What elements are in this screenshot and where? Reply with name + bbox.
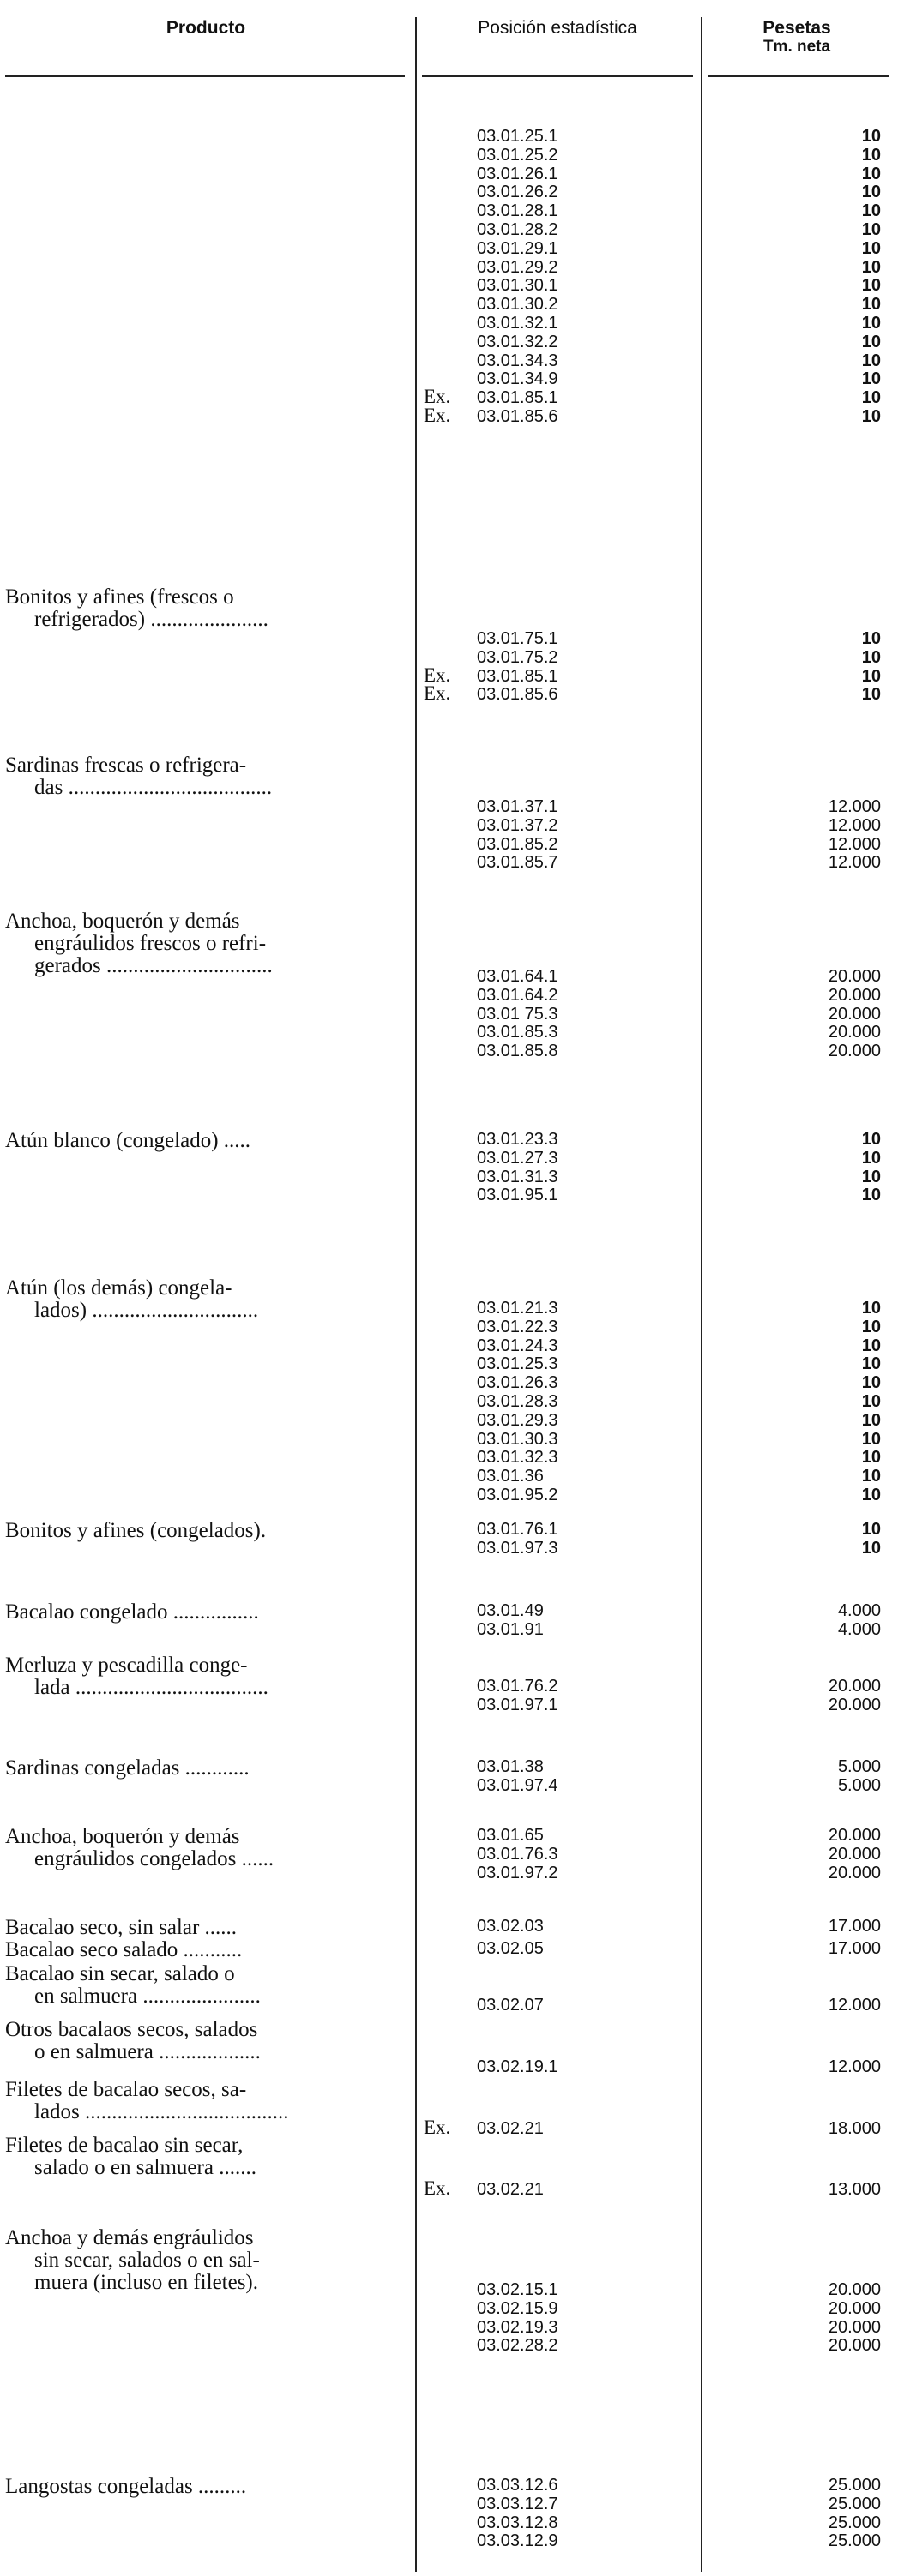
column-divider-right: [701, 17, 702, 2572]
header-rule-right: [708, 75, 889, 77]
statistical-position: 03.01.29.1: [477, 239, 558, 258]
statistical-position: 03.01.97.4: [477, 1776, 558, 1795]
product-label-line: Bonitos y afines (congelados).: [5, 1519, 267, 1542]
statistical-position: 03.01.97.1: [477, 1696, 558, 1714]
product-label: [5, 1963, 408, 2008]
statistical-position: 03.02.19.3: [477, 2318, 558, 2337]
pesetas-value: 10: [861, 1539, 881, 1558]
product-label-line: en salmuera ......................: [34, 1985, 261, 2008]
statistical-position: 03.01.27.3: [477, 1149, 558, 1168]
pesetas-value: 13.000: [828, 2180, 881, 2199]
statistical-position: 03.01.31.3: [477, 1168, 558, 1186]
pesetas-value: 10: [861, 333, 881, 351]
pesetas-value: 10: [861, 648, 881, 667]
pesetas-value: 10: [861, 1411, 881, 1430]
pesetas-value: 10: [861, 1373, 881, 1392]
pesetas-value: 10: [861, 1299, 881, 1318]
pesetas-value: 12.000: [828, 853, 881, 872]
statistical-position: 03.01.28.3: [477, 1392, 558, 1411]
pesetas-value: 20.000: [828, 1864, 881, 1882]
header-posicion: Posición estadística: [478, 18, 637, 38]
product-label-line: Bacalao sin secar, salado o: [5, 1962, 235, 1985]
statistical-position: 03.01.29.3: [477, 1411, 558, 1430]
pesetas-value: 20.000: [828, 967, 881, 986]
pesetas-value: 20.000: [828, 1826, 881, 1845]
product-label: [5, 2019, 408, 2063]
pesetas-value: 20.000: [828, 2336, 881, 2355]
statistical-position: 03.01.85.1: [477, 388, 558, 407]
product-label-line: salado o en salmuera .......: [34, 2156, 256, 2179]
pesetas-value: 10: [861, 629, 881, 648]
statistical-position: 03.02.28.2: [477, 2336, 558, 2355]
header-producto: Producto: [166, 18, 246, 38]
statistical-position: 03.01 75.3: [477, 1005, 558, 1024]
product-label-line: Merluza y pescadilla conge-: [5, 1654, 248, 1677]
statistical-position: 03.01.32.2: [477, 333, 558, 351]
statistical-position: 03.02.07: [477, 1996, 544, 2015]
product-label: [5, 1277, 408, 1322]
product-label-line: Langostas congeladas .........: [5, 2475, 247, 2498]
pesetas-value: 20.000: [828, 1005, 881, 1024]
product-label-line: Atún (los demás) congela-: [5, 1276, 232, 1300]
product-label: [5, 1601, 408, 1624]
pesetas-value: 4.000: [837, 1601, 881, 1620]
pesetas-value: 10: [861, 1467, 881, 1486]
product-label-line: engráulidos frescos o refri-: [34, 932, 267, 955]
statistical-position: 03.01.64.1: [477, 967, 558, 986]
product-label: [5, 2476, 408, 2498]
statistical-position: 03.01.26.2: [477, 183, 558, 201]
statistical-position: 03.01.28.1: [477, 201, 558, 220]
statistical-position: 03.01.64.2: [477, 986, 558, 1005]
pesetas-value: 25.000: [828, 2476, 881, 2495]
pesetas-value: 20.000: [828, 2318, 881, 2337]
product-label-line: Bacalao congelado ................: [5, 1600, 259, 1624]
product-label-line: Anchoa, boquerón y demás: [5, 910, 240, 933]
pesetas-value: 10: [861, 1130, 881, 1149]
ex-marker: Ex.: [424, 664, 451, 686]
pesetas-value: 10: [861, 1430, 881, 1449]
statistical-position: 03.01.85.7: [477, 853, 558, 872]
pesetas-value: 10: [861, 146, 881, 165]
statistical-position: 03.02.21: [477, 2119, 544, 2138]
pesetas-value: 10: [861, 1168, 881, 1186]
header-pesetas: [707, 19, 887, 57]
product-label-line: Filetes de bacalao secos, sa-: [5, 2078, 247, 2101]
statistical-position: 03.01.28.2: [477, 220, 558, 239]
header-rule-left: [5, 75, 405, 77]
product-label: [5, 2227, 408, 2294]
statistical-position: 03.01.85.3: [477, 1023, 558, 1042]
column-divider-left: [415, 17, 417, 2572]
statistical-position: 03.01.30.1: [477, 276, 558, 295]
pesetas-value: 12.000: [828, 1996, 881, 2015]
product-label-line: o en salmuera ...................: [34, 2040, 261, 2063]
pesetas-value: 10: [861, 201, 881, 220]
product-label-line: Sardinas congeladas ............: [5, 1756, 250, 1780]
pesetas-value: 12.000: [828, 2057, 881, 2076]
pesetas-value: 17.000: [828, 1939, 881, 1958]
statistical-position: 03.01.85.2: [477, 835, 558, 854]
statistical-position: 03.01.85.6: [477, 407, 558, 426]
pesetas-value: 10: [861, 183, 881, 201]
header-rule-mid: [422, 75, 693, 77]
statistical-position: 03.01.65: [477, 1826, 544, 1845]
product-label: [5, 1917, 408, 1939]
product-label-line: Bacalao seco salado ...........: [5, 1938, 243, 1961]
statistical-position: 03.01.24.3: [477, 1336, 558, 1355]
product-label-line: lados ......................................: [34, 2100, 289, 2123]
pesetas-value: 10: [861, 351, 881, 370]
statistical-position: 03.01.95.1: [477, 1186, 558, 1204]
statistical-position: 03.01.95.2: [477, 1486, 558, 1504]
pesetas-value: 10: [861, 407, 881, 426]
statistical-position: 03.01.75.1: [477, 629, 558, 648]
pesetas-value: 10: [861, 165, 881, 183]
pesetas-value: 10: [861, 1186, 881, 1204]
pesetas-value: 10: [861, 685, 881, 704]
statistical-position: 03.01.76.2: [477, 1677, 558, 1696]
pesetas-value: 10: [861, 1149, 881, 1168]
statistical-position: 03.01.29.2: [477, 258, 558, 277]
statistical-position: 03.01.21.3: [477, 1299, 558, 1318]
pesetas-value: 20.000: [828, 986, 881, 1005]
product-label-line: engráulidos congelados ......: [34, 1847, 274, 1870]
pesetas-value: 10: [861, 1520, 881, 1539]
pesetas-value: 4.000: [837, 1620, 881, 1639]
statistical-position: 03.01.25.2: [477, 146, 558, 165]
statistical-position: 03.01.76.3: [477, 1845, 558, 1864]
statistical-position: 03.02.21: [477, 2180, 544, 2199]
statistical-position: 03.01.34.3: [477, 351, 558, 370]
pesetas-value: 20.000: [828, 1042, 881, 1060]
product-label-line: Sardinas frescas o refrigera-: [5, 754, 247, 777]
statistical-position: 03.01.91: [477, 1620, 544, 1639]
pesetas-value: 20.000: [828, 2299, 881, 2318]
statistical-position: 03.01.97.2: [477, 1864, 558, 1882]
pesetas-value: 18.000: [828, 2119, 881, 2138]
statistical-position: 03.01.85.8: [477, 1042, 558, 1060]
product-label: [5, 1826, 408, 1870]
statistical-position: 03.01.30.3: [477, 1430, 558, 1449]
product-label: [5, 754, 408, 799]
product-label-line: Bacalao seco, sin salar ......: [5, 1916, 238, 1939]
product-label: [5, 1130, 408, 1152]
statistical-position: 03.01.32.3: [477, 1448, 558, 1467]
statistical-position: 03.01.26.3: [477, 1373, 558, 1392]
pesetas-value: 10: [861, 369, 881, 388]
product-label-line: Atún blanco (congelado) .....: [5, 1129, 251, 1152]
pesetas-value: 10: [861, 1354, 881, 1373]
statistical-position: 03.03.12.9: [477, 2531, 558, 2550]
statistical-position: 03.01.85.6: [477, 685, 558, 704]
statistical-position: 03.02.15.9: [477, 2299, 558, 2318]
ex-marker: Ex.: [424, 682, 451, 704]
pesetas-value: 10: [861, 1336, 881, 1355]
product-label-line: Otros bacalaos secos, salados: [5, 2018, 258, 2041]
statistical-position: 03.03.12.8: [477, 2513, 558, 2532]
ex-marker: Ex.: [424, 2117, 451, 2138]
pesetas-value: 10: [861, 1486, 881, 1504]
ex-marker: Ex.: [424, 405, 451, 426]
pesetas-value: 20.000: [828, 1023, 881, 1042]
pesetas-value: 10: [861, 1392, 881, 1411]
pesetas-value: 10: [861, 314, 881, 333]
statistical-position: 03.01.25.1: [477, 127, 558, 146]
header-pesetas-line2: Tm. neta: [762, 38, 831, 56]
statistical-position: 03.01.37.1: [477, 797, 558, 816]
pesetas-value: 10: [861, 295, 881, 314]
pesetas-value: 10: [861, 220, 881, 239]
product-label: [5, 1757, 408, 1780]
pesetas-value: 10: [861, 239, 881, 258]
header-pesetas-line1: Pesetas: [762, 18, 831, 38]
product-label-line: sin secar, salados o en sal-: [34, 2249, 260, 2272]
product-label-line: lados) ...............................: [34, 1299, 259, 1322]
statistical-position: 03.01.49: [477, 1601, 544, 1620]
pesetas-value: 10: [861, 1448, 881, 1467]
statistical-position: 03.02.05: [477, 1939, 544, 1958]
product-label: [5, 1654, 408, 1699]
pesetas-value: 10: [861, 276, 881, 295]
pesetas-value: 10: [861, 667, 881, 686]
product-label-line: muera (incluso en filetes).: [34, 2271, 259, 2294]
product-label: [5, 910, 408, 977]
statistical-position: 03.01.25.3: [477, 1354, 558, 1373]
product-label-line: Anchoa y demás engráulidos: [5, 2226, 254, 2249]
statistical-position: 03.01.22.3: [477, 1318, 558, 1336]
pesetas-value: 20.000: [828, 1696, 881, 1714]
product-label-line: das ......................................: [34, 776, 273, 799]
statistical-position: 03.01.30.2: [477, 295, 558, 314]
pesetas-value: 10: [861, 388, 881, 407]
product-label-line: Anchoa, boquerón y demás: [5, 1825, 240, 1848]
product-label-line: gerados ...............................: [34, 954, 273, 977]
product-label-line: Bonitos y afines (frescos o: [5, 585, 234, 609]
statistical-position: 03.01.97.3: [477, 1539, 558, 1558]
statistical-position: 03.03.12.7: [477, 2495, 558, 2513]
statistical-position: 03.01.26.1: [477, 165, 558, 183]
product-label-line: refrigerados) ......................: [34, 608, 268, 631]
product-label: [5, 1939, 408, 1961]
pesetas-value: 25.000: [828, 2531, 881, 2550]
pesetas-value: 20.000: [828, 1677, 881, 1696]
statistical-position: 03.01.32.1: [477, 314, 558, 333]
pesetas-value: 10: [861, 258, 881, 277]
pesetas-value: 20.000: [828, 1845, 881, 1864]
statistical-position: 03.01.36: [477, 1467, 544, 1486]
statistical-position: 03.01.38: [477, 1757, 544, 1776]
statistical-position: 03.01.34.9: [477, 369, 558, 388]
pesetas-value: 5.000: [837, 1757, 881, 1776]
pesetas-value: 17.000: [828, 1917, 881, 1936]
statistical-position: 03.02.19.1: [477, 2057, 558, 2076]
statistical-position: 03.01.76.1: [477, 1520, 558, 1539]
pesetas-value: 12.000: [828, 835, 881, 854]
pesetas-value: 10: [861, 127, 881, 146]
pesetas-value: 25.000: [828, 2513, 881, 2532]
product-label: [5, 2135, 408, 2179]
statistical-position: 03.01.23.3: [477, 1130, 558, 1149]
ex-marker: Ex.: [424, 386, 451, 407]
product-label: [5, 1520, 408, 1542]
product-label: [5, 586, 408, 631]
pesetas-value: 12.000: [828, 816, 881, 835]
pesetas-value: 12.000: [828, 797, 881, 816]
product-label-line: Filetes de bacalao sin secar,: [5, 2134, 244, 2157]
pesetas-value: 10: [861, 1318, 881, 1336]
ex-marker: Ex.: [424, 2177, 451, 2199]
pesetas-value: 20.000: [828, 2280, 881, 2299]
pesetas-value: 25.000: [828, 2495, 881, 2513]
pesetas-value: 5.000: [837, 1776, 881, 1795]
statistical-position: 03.03.12.6: [477, 2476, 558, 2495]
statistical-position: 03.01.75.2: [477, 648, 558, 667]
statistical-position: 03.01.85.1: [477, 667, 558, 686]
product-label-line: lada ....................................: [34, 1676, 268, 1699]
statistical-position: 03.01.37.2: [477, 816, 558, 835]
statistical-position: 03.02.03: [477, 1917, 544, 1936]
statistical-position: 03.02.15.1: [477, 2280, 558, 2299]
product-label: [5, 2079, 408, 2123]
